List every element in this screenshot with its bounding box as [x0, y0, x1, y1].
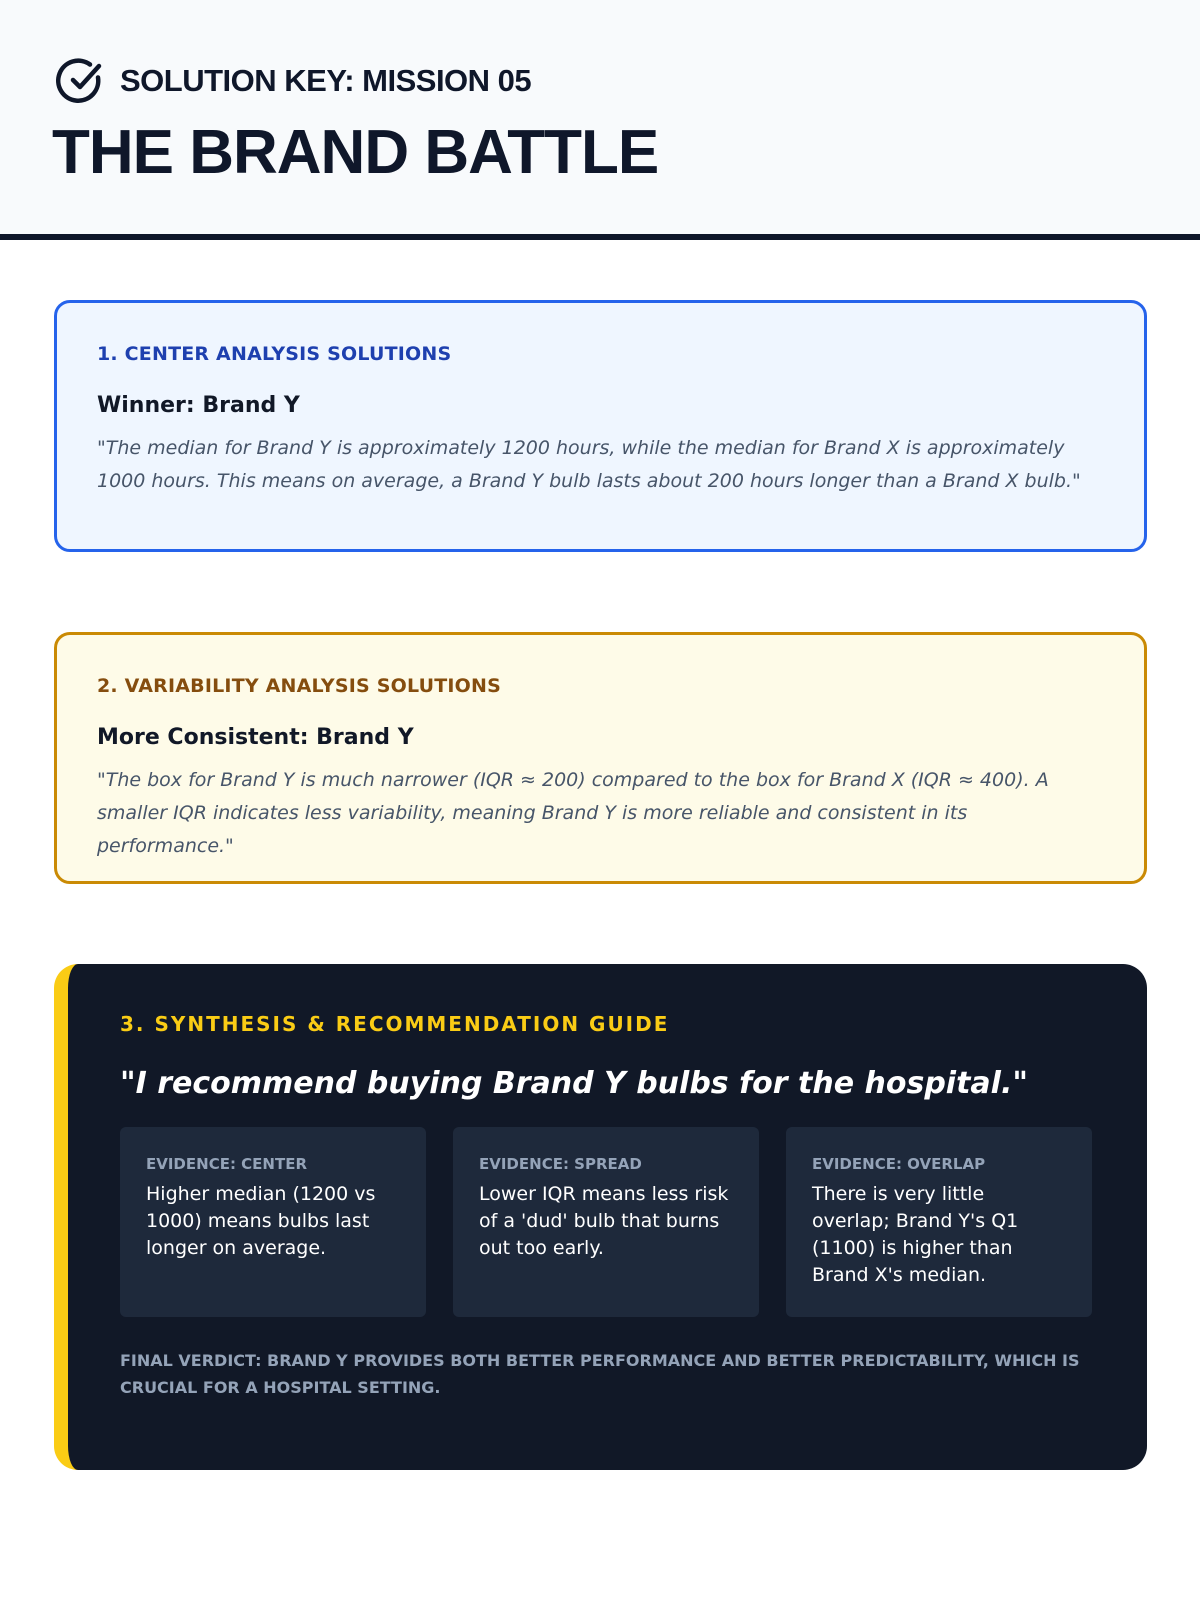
final-verdict: FINAL VERDICT: BRAND Y PROVIDES BOTH BETTER PERFORMANCE AND BETTER PREDICTABILITY, WHICH IS CRUCIAL FOR A HOSPITAL SETTING. [120, 1351, 1080, 1397]
evidence-label: EVIDENCE: CENTER [146, 1155, 308, 1173]
evidence-text: There is very little overlap; Brand Y's Q1 (1100) is higher than Brand X's median. [812, 1183, 1019, 1286]
center-analysis-heading: 1. CENTER ANALYSIS SOLUTIONS [97, 343, 452, 365]
page-title: THE BRAND BATTLE [52, 118, 659, 187]
kicker-text: SOLUTION KEY: MISSION 05 [120, 63, 532, 98]
variability-analysis-heading: 2. VARIABILITY ANALYSIS SOLUTIONS [97, 675, 501, 697]
center-analysis-explanation: "The median for Brand Y is approximately 1200 hours, while the median for Brand X is approximately 1000 hours. This means on average, a Brand Y bulb lasts about 200 hours longer than a Brand X bulb." [97, 437, 1081, 492]
evidence-card-spread [453, 1127, 759, 1317]
evidence-text: Higher median (1200 vs 1000) means bulbs last longer on average. [146, 1183, 376, 1259]
check-circle-icon [54, 54, 108, 108]
variability-analysis-answer: More Consistent: Brand Y [97, 725, 414, 750]
synthesis-panel [54, 964, 1147, 1470]
kicker-row [54, 54, 531, 108]
recommendation-quote: "I recommend buying Brand Y bulbs for the hospital." [120, 1066, 1028, 1101]
variability-analysis-explanation: "The box for Brand Y is much narrower (IQR ≈ 200) compared to the box for Brand X (IQR ≈ 400). A smaller IQR indicates less variability, meaning Brand Y is more reliable and consistent in its performance." [97, 769, 1049, 857]
evidence-label: EVIDENCE: SPREAD [479, 1155, 642, 1173]
evidence-label: EVIDENCE: OVERLAP [812, 1155, 986, 1173]
evidence-row [120, 1127, 1095, 1317]
variability-analysis-card [54, 632, 1147, 884]
evidence-text: Lower IQR means less risk of a 'dud' bulb that burns out too early. [479, 1183, 729, 1259]
synthesis-heading: 3. SYNTHESIS & RECOMMENDATION GUIDE [120, 1012, 670, 1036]
page-header [0, 0, 1200, 240]
center-analysis-card [54, 300, 1147, 552]
evidence-card-center [120, 1127, 426, 1317]
evidence-card-overlap [786, 1127, 1092, 1317]
center-analysis-answer: Winner: Brand Y [97, 393, 300, 418]
